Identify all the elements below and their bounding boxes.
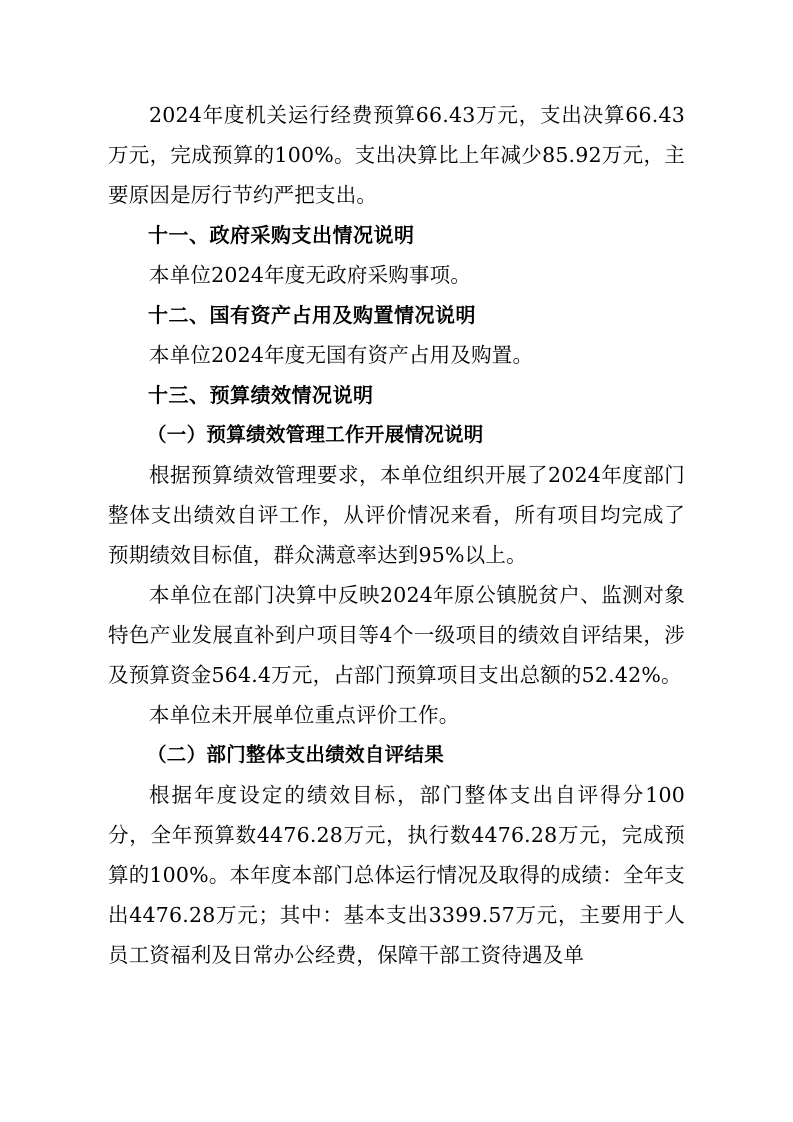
heading-government-procurement: 十一、政府采购支出情况说明 xyxy=(148,223,415,247)
heading-state-owned-assets: 十二、国有资产占用及购置情况说明 xyxy=(148,303,476,327)
paragraph-no-key-evaluation: 本单位未开展单位重点评价工作。 xyxy=(149,703,460,727)
paragraph-government-procurement: 本单位2024年度无政府采购事项。 xyxy=(149,263,472,287)
document-body xyxy=(108,95,685,975)
paragraph-state-owned-assets: 本单位2024年度无国有资产占用及购置。 xyxy=(149,343,534,367)
heading-budget-performance: 十三、预算绩效情况说明 xyxy=(148,383,374,407)
paragraph-operating-expenses: 2024年度机关运行经费预算66.43万元，支出决算66.43万元，完成预算的100%。支出决算比上年减少85.92万元，主要原因是厉行节约严把支出。 xyxy=(108,103,685,207)
paragraph-overall-expenditure-score: 根据年度设定的绩效目标，部门整体支出自评得分100分，全年预算数4476.28万元，执行数4476.28万元，完成预算的100%。本年度本部门总体运行情况及取得的成绩：全年支出4476.28万元；其中：基本支出3399.57万元，主要用于人员工资福利及日常办公经费，保障干部工资待遇及单 xyxy=(108,783,685,967)
paragraph-performance-self-evaluation: 根据预算绩效管理要求，本单位组织开展了2024年度部门整体支出绩效自评工作，从评价情况来看，所有项目均完成了预期绩效目标值，群众满意率达到95%以上。 xyxy=(108,463,685,567)
subheading-performance-management-work: （一）预算绩效管理工作开展情况说明 xyxy=(147,423,484,446)
subheading-overall-expenditure-results: （二）部门整体支出绩效自评结果 xyxy=(147,743,445,766)
paragraph-project-self-evaluation-results: 本单位在部门决算中反映2024年原公镇脱贫户、监测对象特色产业发展直补到户项目等4个一级项目的绩效自评结果，涉及预算资金564.4万元，占部门预算项目支出总额的52.42%。 xyxy=(108,583,685,687)
